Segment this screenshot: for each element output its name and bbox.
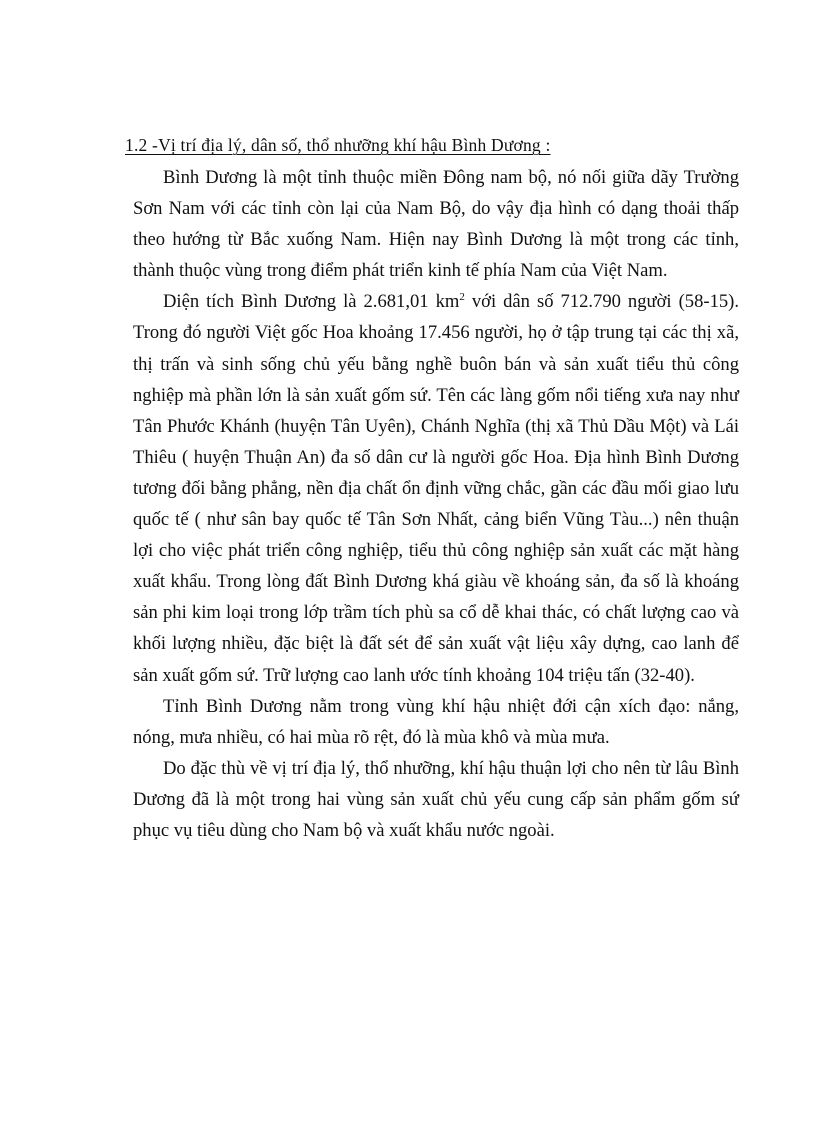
area-text: Diện tích Bình Dương là 2.681,01 km bbox=[163, 291, 460, 313]
section-heading: 1.2 -Vị trí địa lý, dân số, thổ nhưỡng khí hậu Bình Dương : bbox=[125, 135, 551, 155]
paragraph-location: Bình Dương là một tỉnh thuộc miền Đông nam bộ, nó nối giữa dãy Trường Sơn Nam với các tỉnh còn lại của Nam Bộ, do vậy địa hình có dạng thoải thấp theo hướng từ Bắc xuống Nam. Hiện nay Bình Dương là một trong các tỉnh, thành thuộc vùng trong điểm phát triển kinh tế phía Nam của Việt Nam. bbox=[133, 167, 739, 282]
paragraph-ceramics-production: Do đặc thù về vị trí địa lý, thổ nhưỡng, khí hậu thuận lợi cho nên từ lâu Bình Dương đã là một trong hai vùng sản xuất chủ yếu cung cấp sản phẩm gốm sứ phục vụ tiêu dùng cho Nam bộ và xuất khẩu nước ngoài. bbox=[133, 757, 739, 841]
paragraph-climate: Tỉnh Bình Dương nằm trong vùng khí hậu nhiệt đới cận xích đạo: nắng, nóng, mưa nhiều, có hai mùa rõ rệt, đó là mùa khô và mùa mưa. bbox=[133, 695, 739, 748]
document-body bbox=[125, 132, 739, 846]
population-text: với dân số 712.790 người (58-15). Trong đó người Việt gốc Hoa khoảng 17.456 người, họ ở tập trung tại các thị xã, thị trấn và sinh sống chủ yếu bằng nghề buôn bán và sản xuất tiểu thủ công nghiệp mà phần lớn là sản xuất gốm sứ. Tên các làng gốm nổi tiếng xưa nay như Tân Phước Khánh (huyện Tân Uyên), Chánh Nghĩa (thị xã Thủ Dầu Một) và Lái Thiêu ( huyện Thuận An) đa số dân cư là người gốc Hoa. Địa hình Bình Dương tương đối bằng phẳng, nền địa chất ổn định vững chắc, gần các đầu mối giao lưu quốc tế ( như sân bay quốc tế Tân Sơn Nhất, cảng biển Vũng Tàu...) nên thuận lợi cho việc phát triển công nghiệp, tiểu thủ công nghiệp sản xuất các mặt hàng xuất khẩu. Trong lòng đất Bình Dương khá giàu về khoáng sản, đa số là khoáng sản phi kim loại trong lớp trầm tích phù sa cổ dễ khai thác, có chất lượng cao và khối lượng nhiều, đặc biệt là đất sét để sản xuất vật liệu xây dựng, cao lanh để sản xuất gốm sứ. Trữ lượng cao lanh ước tính khoảng 104 triệu tấn (32-40). bbox=[133, 291, 739, 686]
area-superscript: 2 bbox=[459, 291, 465, 304]
paragraph-area-population bbox=[133, 286, 739, 690]
